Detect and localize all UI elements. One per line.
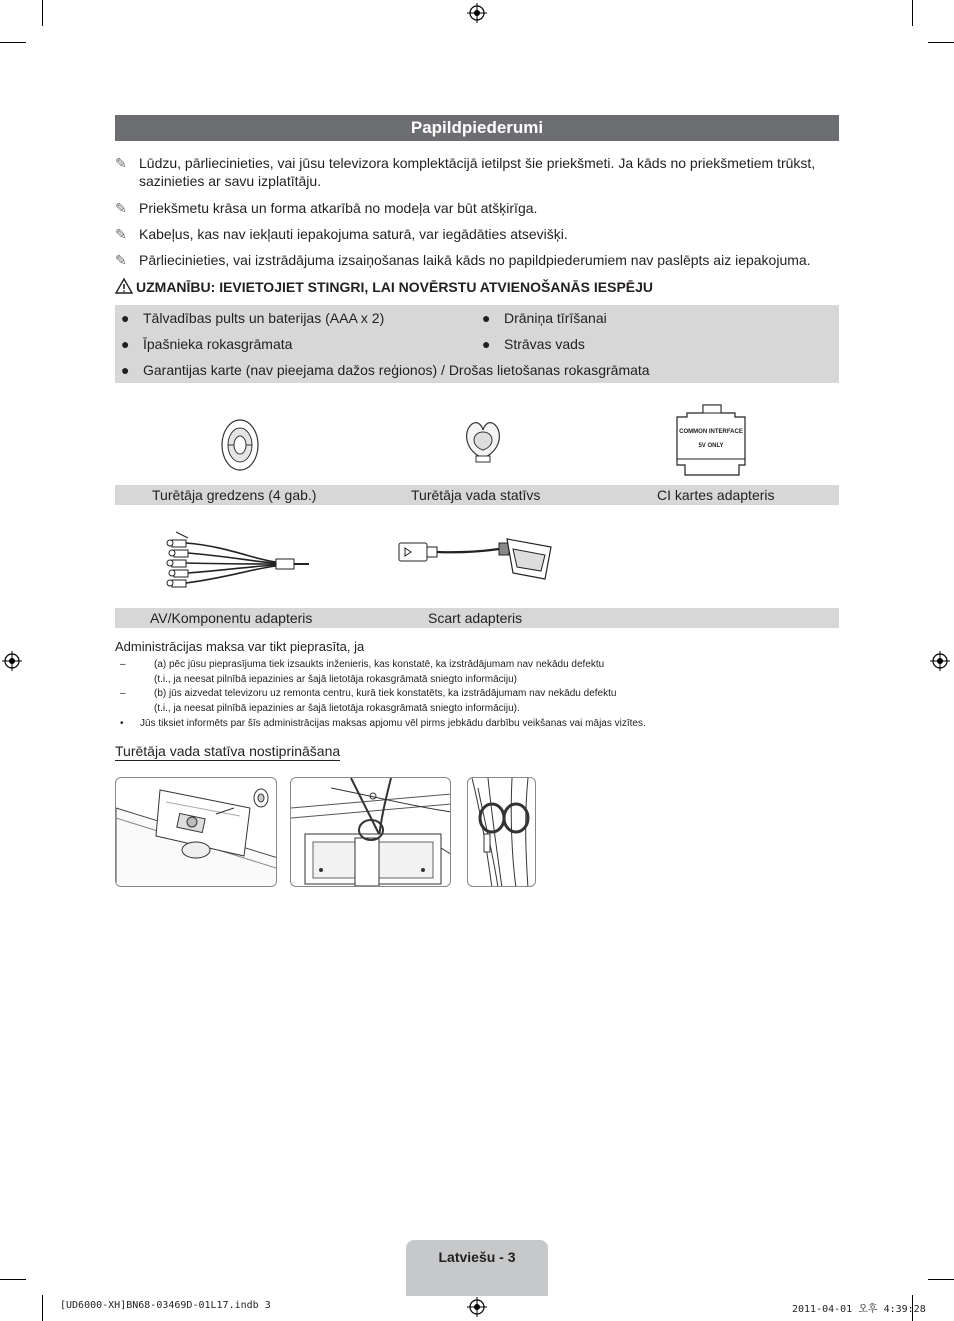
caption-scart-adapter: Scart adapteris [428, 610, 523, 626]
caution-line: UZMANĪBU: IEVIETOJIET STINGRI, LAI NOVĒRSTU ATVIENOŠANĀS IESPĒJU [115, 278, 653, 296]
caption-row-1 [115, 485, 839, 505]
registration-mark-icon [2, 651, 22, 671]
admin-item-a-sub: (t.i., ja neesat pilnībā iepazinies ar šajā lietotāja rokasgrāmatā sniegto informāciju) [154, 674, 517, 685]
crop-mark [928, 1279, 954, 1280]
registration-mark-icon [467, 1297, 487, 1317]
admin-intro: Administrācijas maksa var tikt pieprasīta, ja [115, 639, 365, 654]
caption-av-adapter: AV/Komponentu adapteris [150, 610, 313, 626]
crop-mark [42, 0, 43, 26]
print-timestamp-meta: 2011-04-01 오후 4:39:28 [792, 1304, 926, 1315]
scart-adapter-illustration [395, 535, 557, 587]
pencil-note-icon: ✎ [115, 200, 127, 216]
registration-mark-icon [467, 3, 487, 23]
assembly-detail-figure [467, 777, 536, 887]
tv-back-illustration [116, 778, 277, 887]
holder-ring-illustration [219, 418, 261, 472]
admin-item-a: – (a) pēc jūsu pieprasījuma tiek izsaukts inženieris, kas konstatē, ka izstrādājumam nav nekādu defektu [120, 659, 605, 670]
print-file-meta: [UD6000-XH]BN68-03469D-01L17.indb 3 [60, 1300, 271, 1311]
caption-holder-ring: Turētāja gredzens (4 gab.) [152, 487, 317, 503]
crop-mark [0, 1279, 26, 1280]
section-title: Papildpiederumi [115, 115, 839, 141]
assembly-step-2-figure [290, 777, 451, 887]
ci-card-voltage: 5V ONLY [698, 443, 724, 449]
av-component-adapter-illustration [166, 528, 312, 594]
holder-detail-illustration [468, 778, 536, 887]
ci-card-adapter-illustration [673, 403, 751, 479]
warning-triangle-icon [115, 278, 133, 294]
cable-holder-stand-illustration [460, 418, 506, 464]
ci-card-label: COMMON INTERFACE [679, 429, 743, 435]
caption-ci-adapter: CI kartes adapteris [657, 487, 775, 503]
note-4: ✎ Pārliecinieties, vai izstrādājuma izsaiņošanas laikā kāds no papildpiederumiem nav paslēpts aiz iepakojuma. [115, 252, 811, 268]
accessories-list: ● Tālvadības pults un baterijas (AAA x 2) ● Drāniņa tīrīšanai ● Īpašnieka rokasgrāmata ● Strāvas vads ● Garantijas karte (nav pieejama dažos reģionos) / Drošas lietošanas rokasgrāmata [115, 305, 839, 383]
crop-mark [928, 42, 954, 43]
crop-mark [912, 0, 913, 26]
admin-item-b: – (b) jūs aizvedat televizoru uz remonta centru, kurā tiek konstatēts, ka izstrādājumam nav nekādu defektu [120, 688, 617, 699]
registration-mark-icon [930, 651, 950, 671]
cable-routing-illustration [291, 778, 451, 887]
assembly-step-1-figure [115, 777, 277, 887]
pencil-note-icon: ✎ [115, 252, 127, 268]
pencil-note-icon: ✎ [115, 155, 127, 171]
admin-item-c: • Jūs tiksiet informēts par šīs administrācijas maksas apjomu vēl pirms jebkādu darbību veikšanas vai mājas vizītes. [120, 718, 646, 729]
note-1: ✎ Lūdzu, pārliecinieties, vai jūsu televizora komplektācijā ietilpst šie priekšmeti. Ja kāds no priekšmetiem trūkst, sazinieties ar savu izplatītāju. [115, 155, 816, 189]
pencil-note-icon: ✎ [115, 226, 127, 242]
page-number-tab: Latviešu - 3 [406, 1240, 548, 1296]
note-2: ✎ Priekšmetu krāsa un forma atkarībā no modeļa var būt atšķirīga. [115, 200, 538, 216]
caption-row-2 [115, 608, 839, 628]
note-3: ✎ Kabeļus, kas nav iekļauti iepakojuma saturā, var iegādāties atsevišķi. [115, 226, 568, 242]
crop-mark [0, 42, 26, 43]
holder-heading: Turētāja vada statīva nostiprināšana [115, 743, 341, 759]
caption-cable-holder: Turētāja vada statīvs [411, 487, 541, 503]
admin-item-b-sub: (t.i., ja neesat pilnībā iepazinies ar šajā lietotāja rokasgrāmatā sniegto informāciju). [154, 703, 520, 714]
crop-mark [42, 1295, 43, 1321]
